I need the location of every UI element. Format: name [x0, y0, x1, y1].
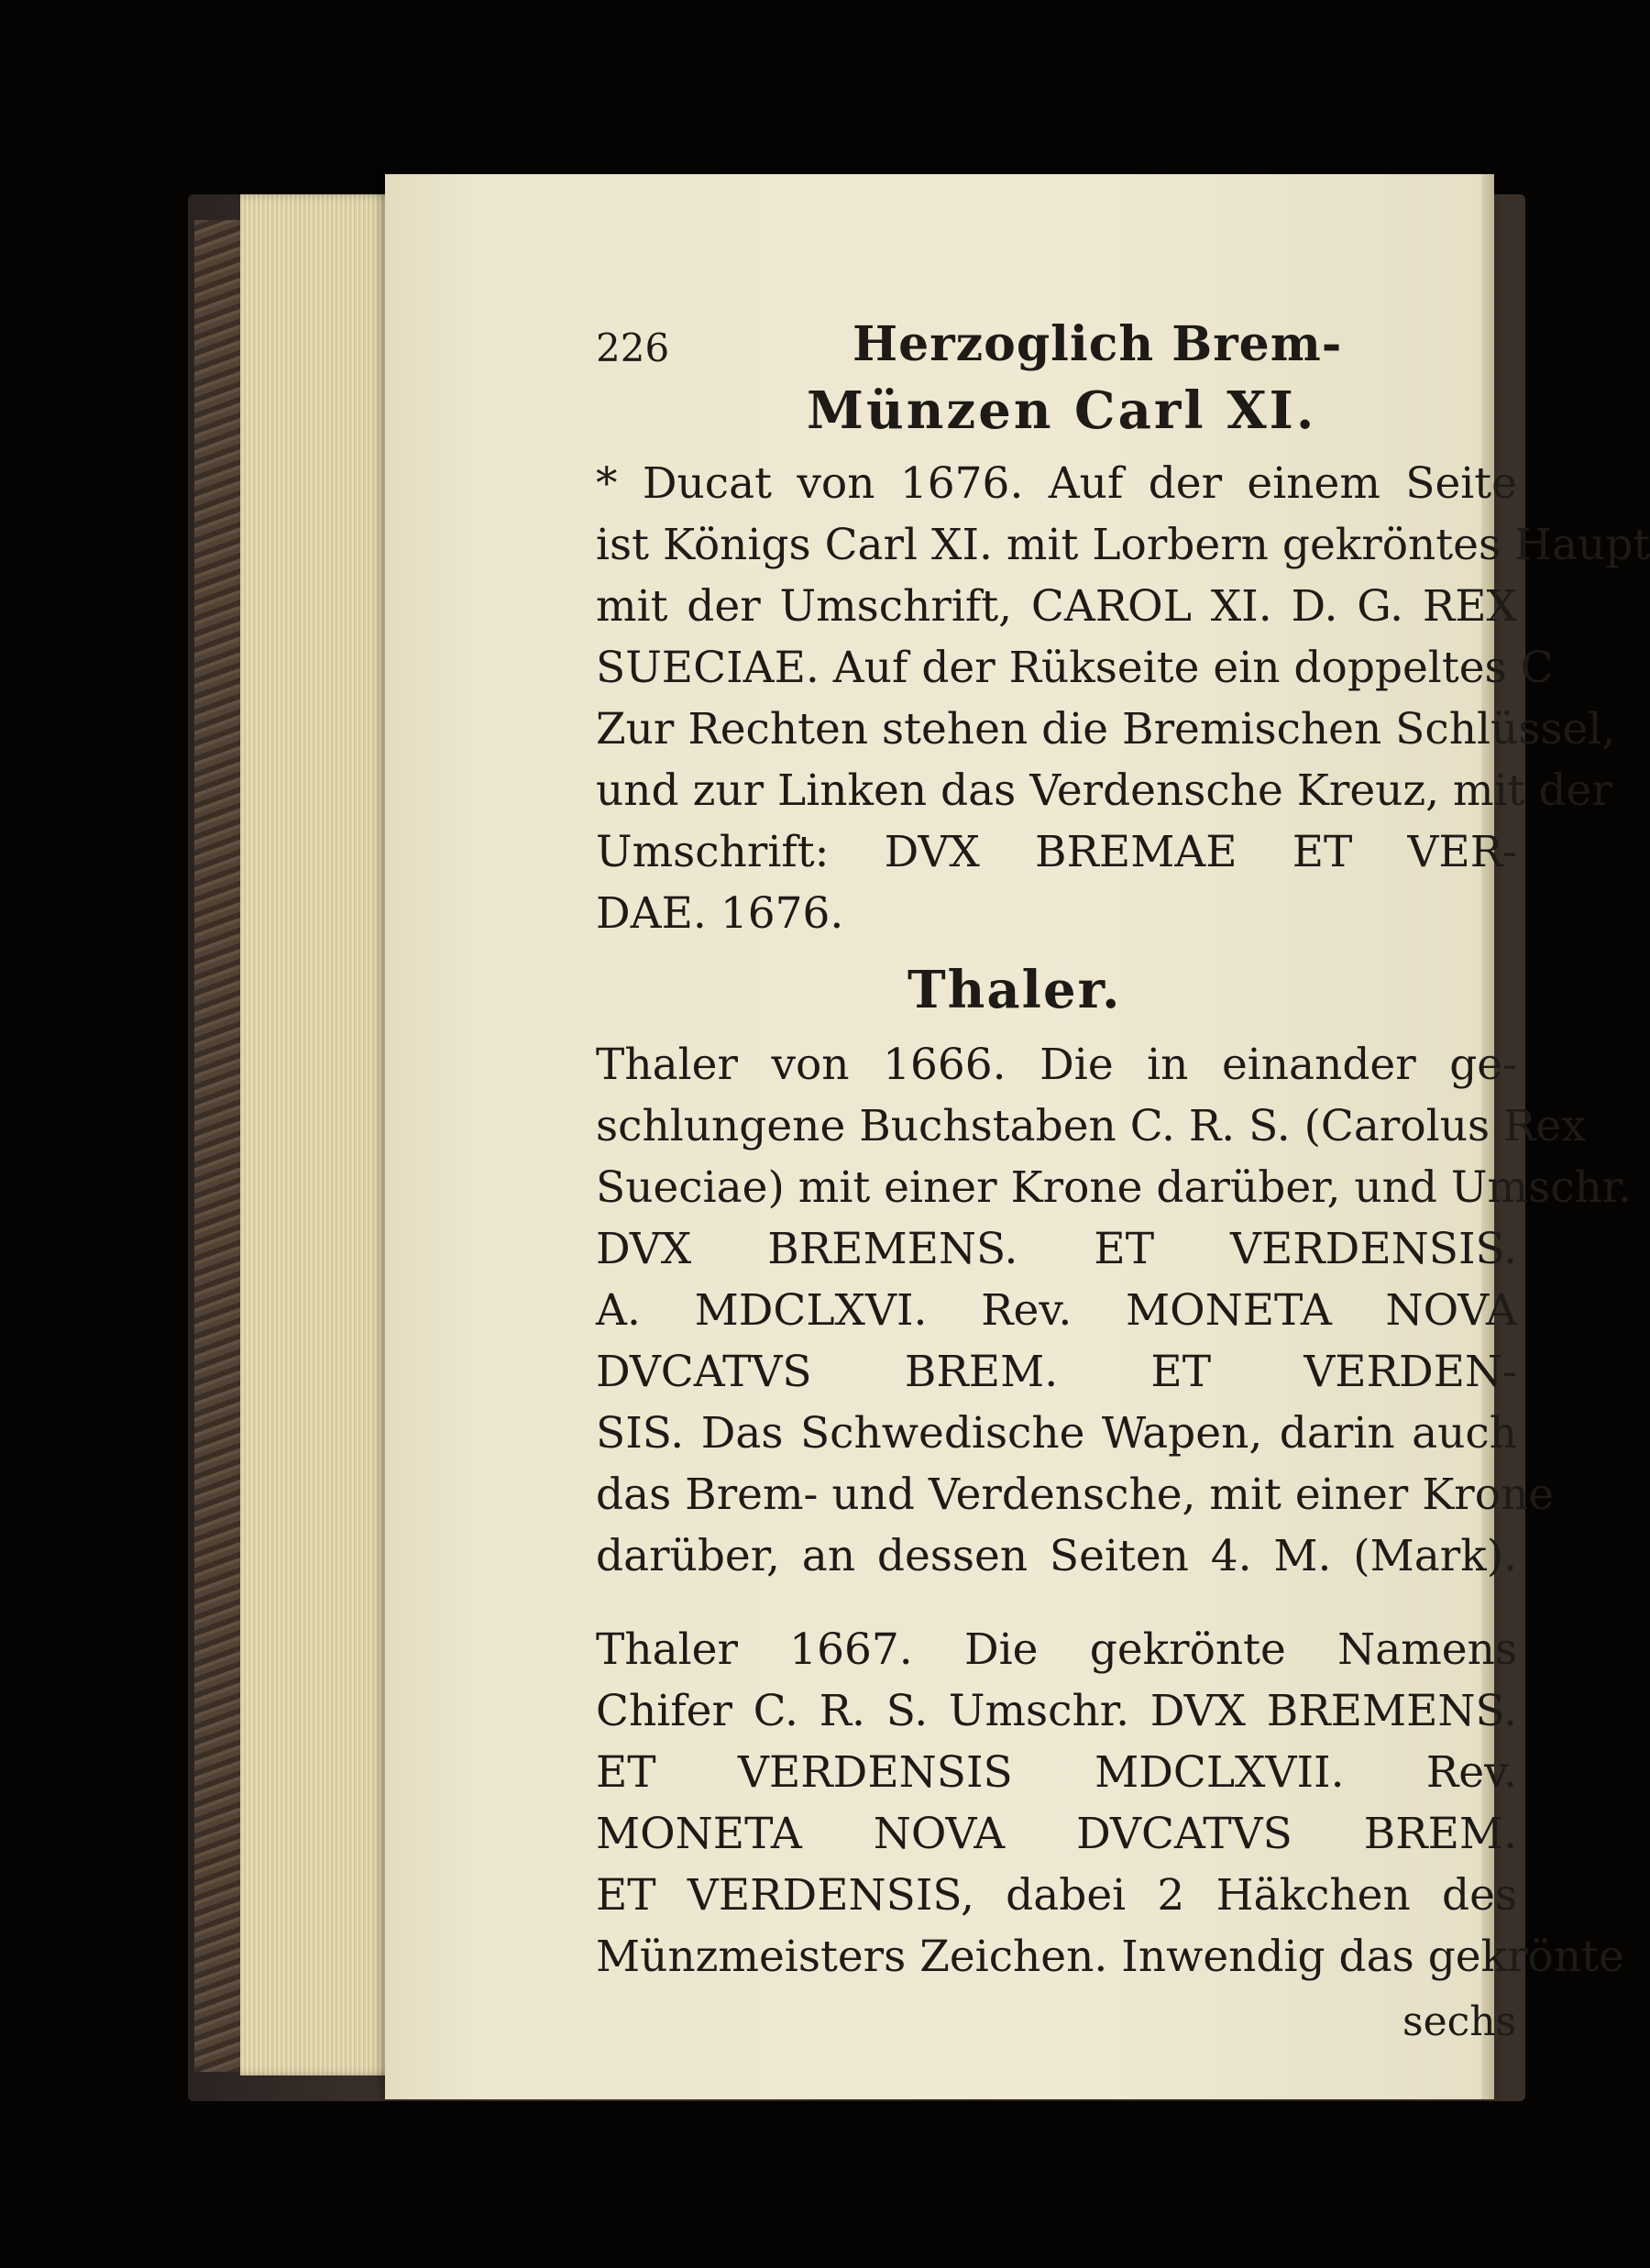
- text-line: Zur Rechten stehen die Bremischen Schlüssel,: [596, 704, 1616, 754]
- book-page: [385, 174, 1650, 2099]
- page-number: 226: [596, 325, 670, 370]
- subsection-heading: Thaler.: [908, 960, 1122, 1020]
- text-line: ET VERDENSIS MDCLXVII. Rev.: [596, 1747, 1517, 1798]
- text-line: MONETA NOVA DVCATVS BREM.: [596, 1809, 1517, 1859]
- text-line: darüber, an dessen Seiten 4. M. (Mark).: [596, 1531, 1517, 1581]
- text-line: ET VERDENSIS, dabei 2 Häkchen des: [596, 1870, 1517, 1921]
- text-line: schlungene Buchstaben C. R. S. (Carolus Rex: [596, 1101, 1586, 1151]
- text-line: Thaler 1667. Die gekrönte Namens: [596, 1624, 1517, 1675]
- text-line: DAE. 1676.: [596, 888, 844, 939]
- text-line: das Brem- und Verdensche, mit einer Krone: [596, 1470, 1555, 1520]
- text-line: Chifer C. R. S. Umschr. DVX BREMENS.: [596, 1686, 1517, 1736]
- section-heading: Münzen Carl XI.: [807, 380, 1317, 441]
- catchword: sechs: [1402, 1998, 1517, 2045]
- text-line: und zur Linken das Verdensche Kreuz, mit der: [596, 765, 1612, 816]
- text-line: mit der Umschrift, CAROL XI. D. G. REX: [596, 581, 1517, 632]
- text-line: Sueciae) mit einer Krone darüber, und Umschr.: [596, 1162, 1633, 1213]
- text-line: Umschrift: DVX BREMAE ET VER-: [596, 827, 1517, 877]
- text-line: * Ducat von 1676. Auf der einem Seite: [596, 458, 1517, 509]
- text-line: DVX BREMENS. ET VERDENSIS.: [596, 1224, 1517, 1274]
- text-line: SUECIAE. Auf der Rükseite ein doppeltes C: [596, 643, 1554, 693]
- text-line: A. MDCLXVI. Rev. MONETA NOVA: [596, 1285, 1517, 1336]
- text-line: DVCATVS BREM. ET VERDEN-: [596, 1347, 1517, 1397]
- text-line: ist Königs Carl XI. mit Lorbern gekröntes Haupt: [596, 520, 1650, 570]
- text-line: Thaler von 1666. Die in einander ge-: [596, 1040, 1517, 1090]
- text-line: Münzmeisters Zeichen. Inwendig das gekrönte: [596, 1932, 1624, 1982]
- text-line: SIS. Das Schwedische Wapen, darin auch: [596, 1408, 1517, 1459]
- running-head: Herzoglich Brem-: [852, 316, 1343, 372]
